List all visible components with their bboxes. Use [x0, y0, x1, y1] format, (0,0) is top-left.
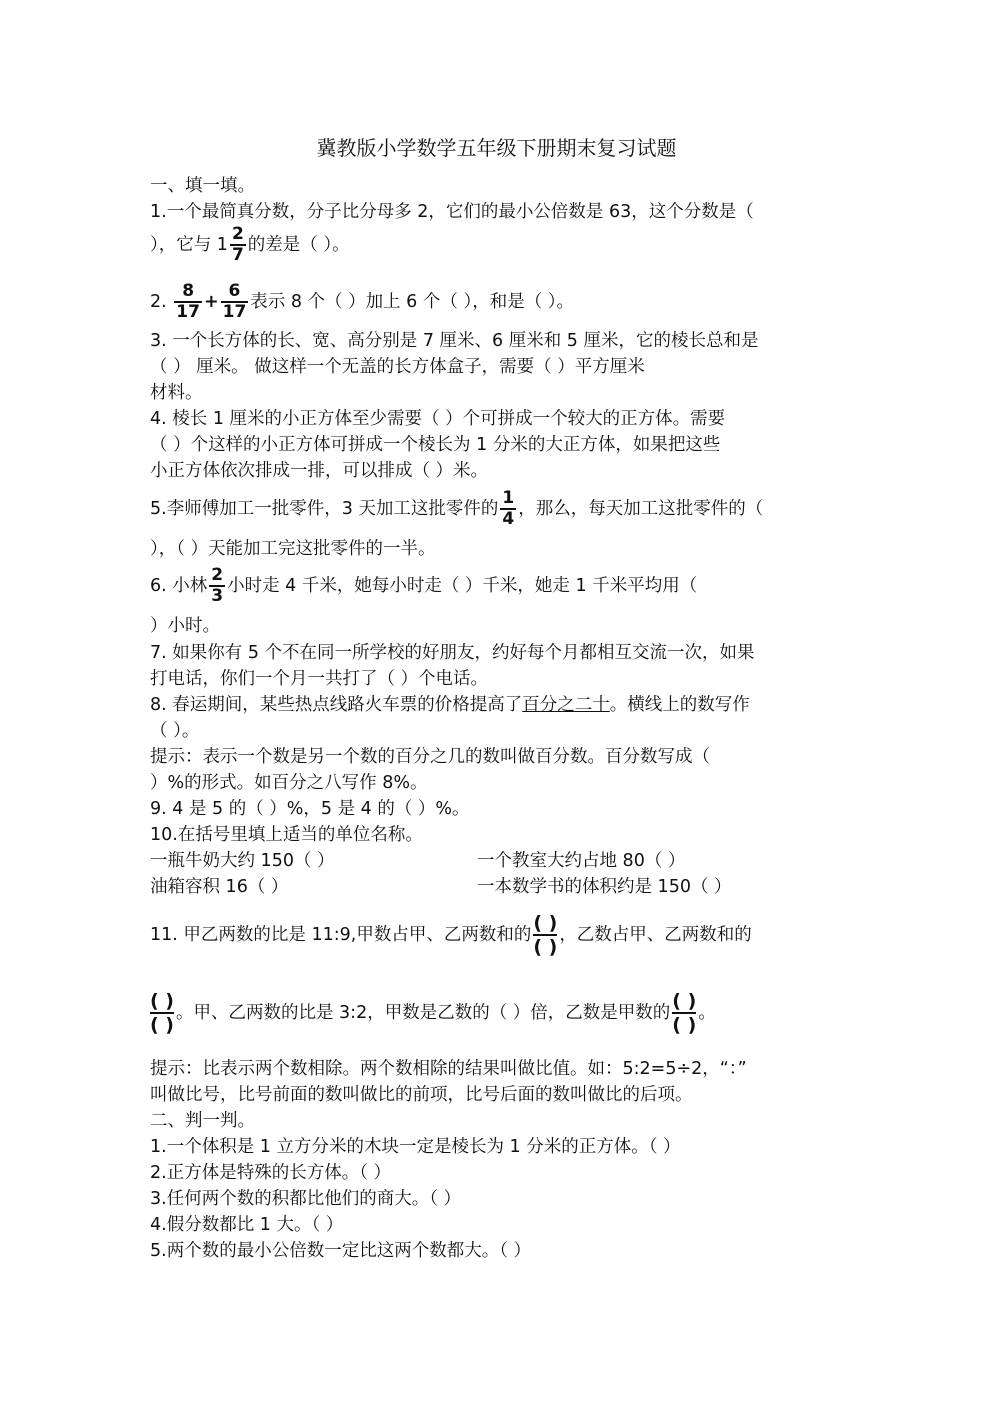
- q6-text-b: 小时走 4 千米，她每小时走（ ）千米，她走 1 千米平均用（: [227, 576, 698, 596]
- q8-line2: （ ）。: [150, 721, 200, 741]
- q7-line2: 打电话，你们一个月一共打了（ ）个电话。: [150, 669, 489, 689]
- q5-fraction: [500, 489, 516, 529]
- blank-numerator: ( ): [150, 990, 174, 1012]
- page-title: 冀教版小学数学五年级下册期末复习试题: [316, 136, 677, 160]
- q6-frac-num: 2: [211, 565, 224, 585]
- blank-numerator: ( ): [672, 990, 697, 1012]
- q5-text-a: 5.李师傅加工一批零件，3 天加工这批零件的: [150, 499, 499, 519]
- q2-fraction-2: [221, 282, 249, 322]
- q2-plus: +: [203, 292, 219, 312]
- q2-frac2-num: 6: [228, 281, 241, 301]
- blank-numerator: ( ): [533, 912, 558, 934]
- q10-item-2: 一个教室大约占地 80（ ）: [477, 851, 686, 871]
- q11-blank-fraction-3: [672, 990, 696, 1036]
- q1-line2: [150, 225, 845, 265]
- q11-text-a: 11. 甲乙两数的比是 11:9,甲数占甲、乙两数和的: [150, 925, 532, 945]
- q2-frac1-den: 17: [176, 302, 200, 322]
- q6-line1: [150, 566, 845, 606]
- judge-item-5: 5.两个数的最小公倍数一定比这两个数都大。（ ）: [150, 1241, 532, 1261]
- q11-blank-fraction-1: [533, 912, 557, 958]
- hint1-line2: ）%的形式。如百分之八写作 8%。: [150, 773, 428, 793]
- q5-frac-num: 1: [502, 488, 515, 508]
- q4-line1: 4. 棱长 1 厘米的小正方体至少需要（ ）个可拼成一个较大的正方体。需要: [150, 409, 726, 429]
- q8-underlined-number: 百分之二十: [522, 695, 610, 715]
- q11-blank-fraction-2: [150, 990, 174, 1036]
- judge-item-2: 2.正方体是特殊的长方体。（ ）: [150, 1163, 392, 1183]
- q11-line1: [150, 912, 845, 958]
- q4-line3: 小正方体依次排成一排，可以排成（ ）米。: [150, 461, 489, 481]
- blank-denominator: ( ): [533, 936, 558, 958]
- q8-text-a: 8. 春运期间，某些热点线路火车票的价格提高了: [150, 695, 523, 715]
- section2-heading: 二、判一判。: [150, 1111, 255, 1131]
- q6-text-a: 6. 小林: [150, 576, 208, 596]
- q5-frac-den: 4: [502, 509, 515, 529]
- q1-line1: 1.一个最简真分数，分子比分母多 2，它们的最小公倍数是 63，这个分数是（: [150, 202, 754, 222]
- q1-frac-num: 2: [231, 224, 244, 244]
- q2-text: 表示 8 个（ ）加上 6 个（ ），和是（ ）。: [250, 292, 575, 312]
- q6-fraction: [209, 566, 225, 606]
- q1-fraction: [230, 225, 246, 265]
- q5-text-b: ，那么，每天加工这批零件的（: [518, 499, 764, 519]
- q1-text-c: 的差是（ ）。: [247, 235, 350, 255]
- q10-item-3: 油箱容积 16（ ）: [150, 877, 289, 897]
- judge-item-1: 1.一个体积是 1 立方分米的木块一定是棱长为 1 分米的正方体。（ ）: [150, 1137, 681, 1157]
- q2-fraction-1: [174, 282, 202, 322]
- q1-frac-den: 7: [231, 245, 244, 265]
- q11-text-b: ，乙数占甲、乙两数和的: [559, 925, 752, 945]
- hint1-line1: 提示：表示一个数是另一个数的百分之几的数叫做百分数。百分数写成（: [150, 747, 710, 767]
- q11-text-c: 。甲、乙两数的比是 3:2，甲数是乙数的（ ）倍，乙数是甲数的: [175, 1003, 671, 1023]
- q6-frac-den: 3: [211, 586, 224, 606]
- q10-item-1: 一瓶牛奶大约 150（ ）: [150, 851, 335, 871]
- q10-heading: 10.在括号里填上适当的单位名称。: [150, 825, 423, 845]
- q3-line3: 材料。: [150, 383, 203, 403]
- section1-heading: 一、填一填。: [150, 176, 255, 196]
- q2-frac1-num: 8: [182, 281, 195, 301]
- blank-denominator: ( ): [672, 1014, 697, 1036]
- q11-text-d: 。: [698, 1003, 716, 1023]
- q2-frac2-den: 17: [222, 302, 247, 322]
- hint2-line1: 提示：比表示两个数相除。两个数相除的结果叫做比值。如：5:2=5÷2，“：”: [150, 1059, 747, 1079]
- q10-item-4: 一本数学书的体积约是 150（ ）: [477, 877, 732, 897]
- q6-line2: ）小时。: [150, 616, 220, 636]
- q3-line1: 3. 一个长方体的长、宽、高分别是 7 厘米、6 厘米和 5 厘米，它的棱长总和是: [150, 331, 759, 351]
- q8-text-b: 。横线上的数写作: [609, 695, 750, 715]
- q11-line2: [150, 990, 845, 1036]
- q1-text-b: ），它与 1: [150, 235, 228, 255]
- blank-denominator: ( ): [150, 1014, 174, 1036]
- q9-line: 9. 4 是 5 的（ ）%，5 是 4 的（ ）%。: [150, 799, 470, 819]
- q5-line1: [150, 489, 845, 529]
- q7-line1: 7. 如果你有 5 个不在同一所学校的好朋友，约好每个月都相互交流一次，如果: [150, 643, 755, 663]
- q2-prefix: 2.: [150, 292, 167, 312]
- judge-item-3: 3.任何两个数的积都比他们的商大。（ ）: [150, 1189, 462, 1209]
- q4-line2: （ ）个这样的小正方体可拼成一个棱长为 1 分米的大正方体，如果把这些: [150, 435, 721, 455]
- judge-item-4: 4.假分数都比 1 大。（ ）: [150, 1215, 344, 1235]
- hint2-line2: 叫做比号，比号前面的数叫做比的前项，比号后面的数叫做比的后项。: [150, 1085, 693, 1105]
- q8-line1: [150, 694, 845, 716]
- q5-line2: ），（ ）天能加工完这批零件的一半。: [150, 539, 436, 559]
- q3-line2: （ ） 厘米。 做这样一个无盖的长方体盒子，需要（ ）平方厘米: [150, 357, 645, 377]
- q2-line: [150, 282, 845, 322]
